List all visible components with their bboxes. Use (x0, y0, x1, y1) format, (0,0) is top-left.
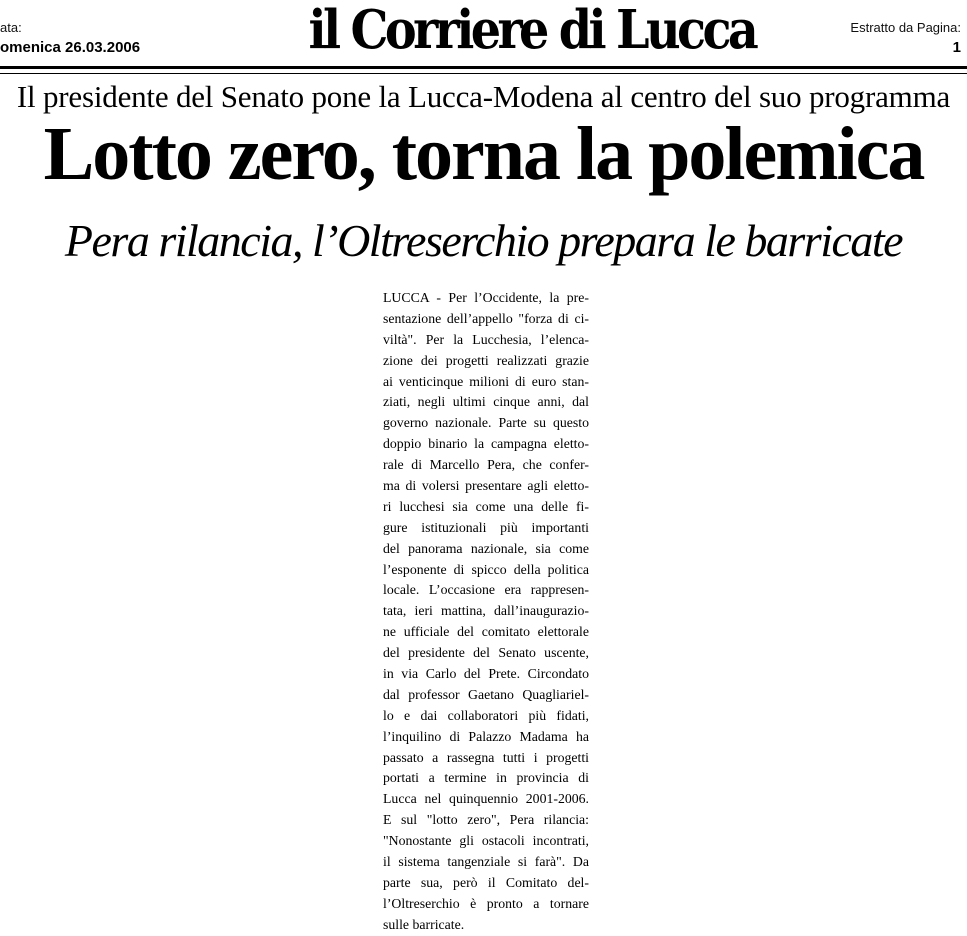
article-body-line: rale di Marcello Pera, che confer- (383, 457, 589, 473)
article-body-line: viltà". Per la Lucchesia, l’elenca- (383, 331, 589, 347)
article-body-line: lo e dai collaboratori più fidati, (383, 707, 589, 723)
newspaper-masthead: il Corriere di Lucca (308, 0, 756, 61)
article-body-line: ma di volersi presentare agli eletto- (383, 478, 589, 494)
article-headline: Lotto zero, torna la polemica (43, 112, 924, 196)
article-body-line: del panorama nazionale, sia come (383, 540, 589, 556)
article-body-line: LUCCA - Per l’Occidente, la pre- (383, 290, 589, 305)
article-body-line: "Nonostante gli ostacoli incontrati, (383, 833, 589, 849)
date-value: omenica 26.03.2006 (0, 39, 141, 56)
article-body-line: ne ufficiale del comitato elettorale (383, 624, 589, 640)
article-body-line: parte sua, però il Comitato del- (383, 874, 589, 890)
date-label: ata: (0, 20, 22, 35)
article-body-line: ziati, negli ultimi cinque anni, dal (383, 394, 589, 410)
article-body-line: portati a termine in provincia di (383, 770, 589, 786)
article-overline: Il presidente del Senato pone la Lucca-Modena al centro del suo programma (16, 79, 951, 114)
article-body-line: l’Oltreserchio è pronto a tornare (383, 895, 589, 911)
article-body-line: dal professor Gaetano Quagliariel- (383, 686, 589, 702)
article-body-line: ai venticinque milioni di euro stan- (383, 373, 589, 389)
article-body-line: E sul "lotto zero", Pera rilancia: (383, 812, 589, 828)
article-body-line: locale. L’occasione era rappresen- (383, 582, 589, 598)
article-body-line: del presidente del Senato uscente, (383, 645, 589, 661)
article-body-line: gure istituzionali più importanti (383, 519, 589, 535)
article-body-line: l’esponente di spicco della politica (383, 561, 589, 577)
date-info (0, 20, 240, 58)
article-body-line: doppio binario la campagna eletto- (383, 436, 589, 452)
article-body-line: in via Carlo del Prete. Circondato (383, 666, 589, 682)
article-subheadline: Pera rilancia, l’Oltreserchio prepara le barricate (64, 215, 903, 266)
page-label: Estratto da Pagina: (850, 20, 961, 35)
article-body-line: il sistema tangenziale si farà". Da (383, 854, 589, 870)
article-body-line: sentazione dell’appello "forza di ci- (383, 310, 589, 326)
article-body-line: Lucca nel quinquennio 2001-2006. (383, 791, 589, 807)
article-body-line: ri lucchesi sia come una delle fi- (383, 498, 589, 514)
page-info (761, 20, 961, 58)
masthead-rule (0, 66, 967, 69)
masthead-rule-thin (0, 73, 967, 74)
article-body-line: passato a rassegna tutti i progetti (383, 749, 589, 765)
article-body (383, 288, 589, 936)
article-body-line: sulle barricate. (383, 916, 465, 932)
article-body-line: l’inquilino di Palazzo Madama ha (383, 728, 589, 744)
article-body-line: governo nazionale. Parte su questo (383, 415, 589, 431)
article-body-line: tata, ieri mattina, dall’inaugurazio- (383, 603, 589, 619)
article-body-line: zione dei progetti realizzati grazie (383, 352, 589, 368)
page-number: 1 (952, 39, 961, 56)
